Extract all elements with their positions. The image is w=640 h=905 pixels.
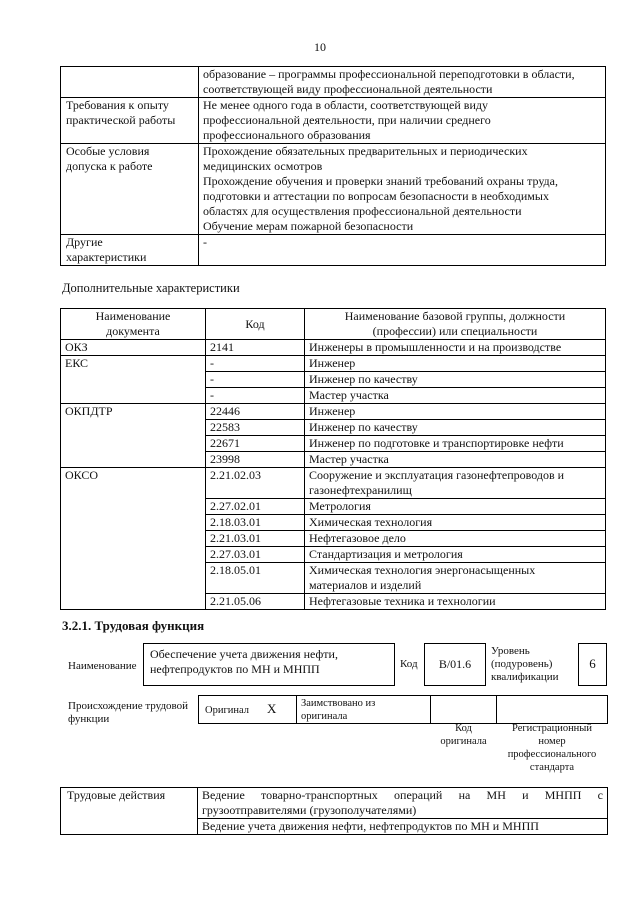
function-name-box: Обеспечение учета движения нефти, нефтепродуктов по МН и МНПП (143, 643, 395, 686)
table-row: ОКПДТР 22446 Инженер (61, 404, 606, 420)
table-row: 23998 Мастер участка (61, 452, 606, 468)
table-row (61, 235, 606, 266)
table-row: ОКСО 2.21.02.03 Сооружение и эксплуатация газонефтепроводов и газонефтехранилищ (61, 468, 606, 499)
additional-characteristics-table (60, 308, 606, 610)
level-label: Уровень (подуровень) квалификации (491, 645, 559, 683)
row-value: Не менее одного года в области, соответствующей виду профессиональной деятельности, при наличии среднего профессионального образования (199, 98, 606, 144)
original-code-caption: Код оригинала (440, 723, 487, 747)
row-value: Прохождение обязательных предварительных и периодических медицинских осмотров Прохождение обучения и проверки знаний требований охраны труда, подготовки и аттестации по вопросам безопасности в необходимых областях для осуществления профессиональной деятельности Обучение мерам пожарной безопасности (199, 144, 606, 235)
original-code-box (430, 695, 497, 724)
action-item: Ведение учета движения нефти, нефтепродуктов по МН и МНПП (198, 819, 608, 835)
original-box: Оригинал X (198, 695, 297, 724)
row-value: - (199, 235, 606, 266)
registration-number-box (496, 695, 608, 724)
origin-label: Происхождение трудовой функции (68, 700, 189, 725)
table-row: ОКЗ 2141 Инженеры в промышленности и на производстве (61, 340, 606, 356)
table-row (61, 144, 606, 235)
table-row: ЕКС - Инженер (61, 356, 606, 372)
table-row (61, 98, 606, 144)
header-name: Наименование базовой группы, должности (профессии) или специальности (305, 309, 606, 340)
table-row: 22583 Инженер по качеству (61, 420, 606, 436)
table-row: 2.18.05.01 Химическая технология энергонасыщенных материалов и изделий (61, 563, 606, 594)
original-mark: X (267, 701, 277, 716)
additional-characteristics-title: Дополнительные характеристики (62, 281, 240, 295)
action-item: Ведение товарно-транспортных операций на МН и МНПП с грузоотправителями (грузополучателями) (198, 788, 608, 819)
row-value: образование – программы профессиональной переподготовки в области, соответствующей виду профессиональной деятельности (199, 67, 606, 98)
table-row: 2.27.03.01 Стандартизация и метрология (61, 547, 606, 563)
level-box (578, 643, 607, 686)
table-row (61, 788, 608, 819)
qualification-requirements-table (60, 66, 606, 266)
code-box (424, 643, 486, 686)
table-row: 22671 Инженер по подготовке и транспортировке нефти (61, 436, 606, 452)
row-label (61, 67, 199, 98)
registration-number-caption: Регистрационный номер профессионального стандарта (507, 723, 597, 773)
table-row: 2.21.03.01 Нефтегазовое дело (61, 531, 606, 547)
actions-label: Трудовые действия (61, 788, 198, 835)
table-row: 2.21.05.06 Нефтегазовые техника и технологии (61, 594, 606, 610)
code-label: Код (400, 658, 418, 670)
row-label: Требования к опыту практической работы (61, 98, 199, 144)
table-row: - Мастер участка (61, 388, 606, 404)
section-heading: 3.2.1. Трудовая функция (62, 618, 205, 633)
table-row: 2.18.03.01 Химическая технология (61, 515, 606, 531)
table-row: 2.27.02.01 Метрология (61, 499, 606, 515)
table-header-row (61, 309, 606, 340)
borrowed-box: Заимствовано из оригинала (296, 695, 431, 724)
row-label: Другие характеристики (61, 235, 199, 266)
table-row (61, 67, 606, 98)
table-row: - Инженер по качеству (61, 372, 606, 388)
name-label: Наименование (68, 660, 137, 672)
header-code: Код (206, 309, 305, 340)
page-number: 10 (314, 40, 326, 54)
labor-actions-table (60, 787, 608, 835)
code-value: B/01.6 (438, 657, 472, 671)
level-value: 6 (589, 656, 596, 671)
row-label: Особые условия допуска к работе (61, 144, 199, 235)
header-document: Наименование документа (61, 309, 206, 340)
